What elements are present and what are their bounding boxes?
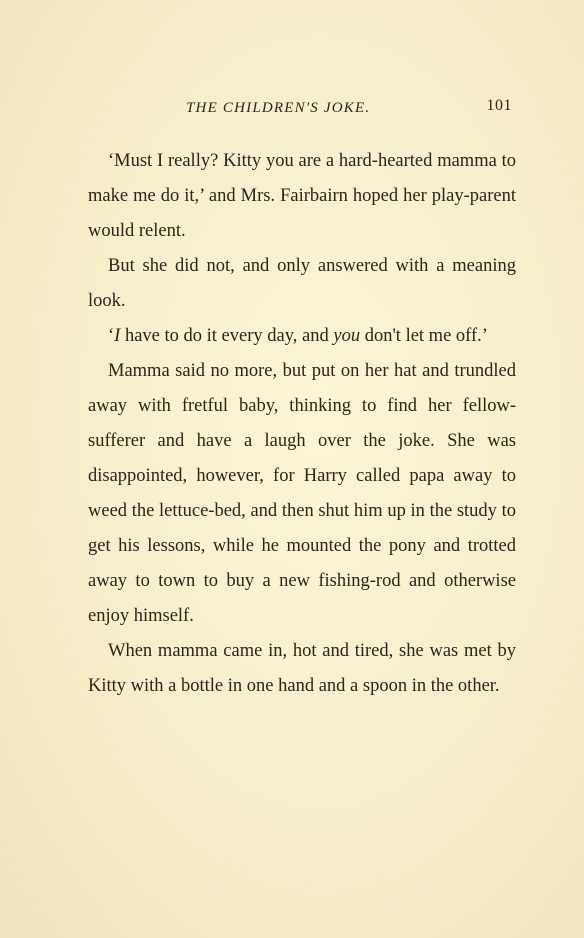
running-head [86,96,514,120]
paragraph-4: Mamma said no more, but put on her hat and trundled away with fretful baby, thinking to find her fellow-sufferer and have a laugh over the joke. She was disappointed, however, for Harry called papa away to weed the lettuce-bed, and then shut him up in the study to get his lessons, while he mounted the pony and trotted away to town to buy a new fishing-rod and otherwise enjoy himself. [88,361,516,626]
emphasis-you: you [333,326,361,346]
paragraph-1: ‘Must I really? Kitty you are a hard-hearted mamma to make me do it,’ and Mrs. Fairbairn hoped her play-parent would relent. [88,151,516,241]
paragraph-5: When mamma came in, hot and tired, she was met by Kitty with a bottle in one hand and a spoon in the other. [88,641,516,696]
paragraph-3-close: don't let me off.’ [360,326,488,346]
paragraph-3-open: ‘ [108,326,115,346]
paragraph-3 [88,319,516,354]
paragraph-3-mid: have to do it every day, and [120,326,334,346]
paragraph-2: But she did not, and only answered with a meaning look. [88,256,516,311]
chapter-title: THE CHILDREN'S JOKE. [186,100,371,116]
page-number: 101 [486,97,512,114]
body-text [88,144,516,704]
emphasis-i: I [114,326,121,346]
